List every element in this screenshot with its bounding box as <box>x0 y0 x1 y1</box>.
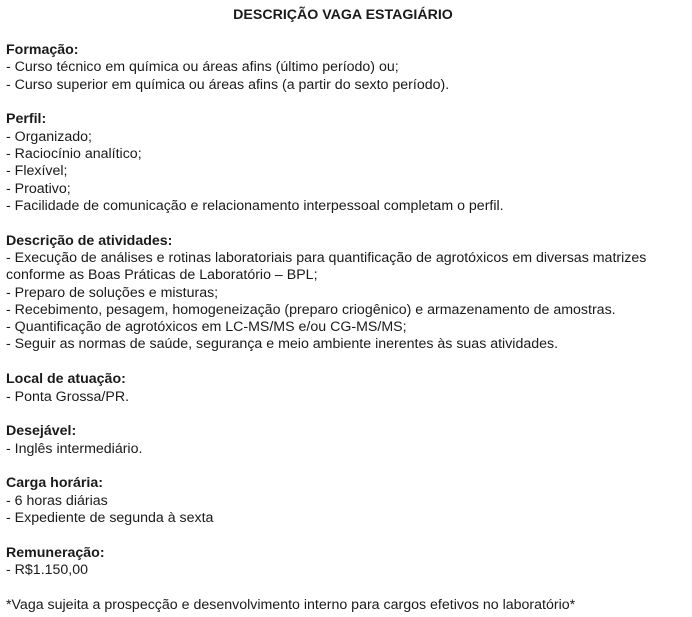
list-item: - Recebimento, pesagem, homogeneização (preparo criogênico) e armazenamento de amostras. <box>6 301 616 318</box>
job-description-document <box>6 7 688 614</box>
section-heading: Descrição de atividades: <box>6 232 173 249</box>
list-item: - Curso técnico em química ou áreas afins (último período) ou; <box>6 59 399 76</box>
list-item: - Organizado; <box>6 128 92 145</box>
footnote: *Vaga sujeita a prospecção e desenvolvimento interno para cargos efetivos no laboratório* <box>6 596 576 613</box>
list-item: - Seguir as normas de saúde, segurança e meio ambiente inerentes às suas atividades. <box>6 336 559 353</box>
list-item: - Execução de análises e rotinas laboratoriais para quantificação de agrotóxicos em diversas matrizes <box>6 249 647 266</box>
list-item: - Facilidade de comunicação e relacionamento interpessoal completam o perfil. <box>6 197 504 214</box>
section-remuneracao <box>6 545 688 580</box>
list-item: - R$1.150,00 <box>6 562 89 579</box>
section-descricao-atividades <box>6 233 688 354</box>
list-item: - Flexível; <box>6 163 68 180</box>
section-desejavel <box>6 423 688 458</box>
section-heading: Formação: <box>6 42 79 58</box>
section-heading: Remuneração: <box>6 544 105 561</box>
list-item: - Quantificação de agrotóxicos em LC-MS/MS e/ou CG-MS/MS; <box>6 319 407 336</box>
section-heading: Perfil: <box>6 111 47 128</box>
section-formacao <box>6 42 688 94</box>
section-perfil <box>6 111 688 215</box>
list-item-continuation: conforme as Boas Práticas de Laboratório – BPL; <box>6 267 318 284</box>
list-item: - Inglês intermediário. <box>6 440 143 457</box>
list-item: - 6 horas diárias <box>6 492 108 509</box>
document-title: DESCRIÇÃO VAGA ESTAGIÁRIO <box>233 7 453 23</box>
list-item: - Expediente de segunda à sexta <box>6 510 214 527</box>
section-heading: Carga horária: <box>6 475 103 492</box>
section-heading: Desejável: <box>6 423 77 440</box>
list-item: - Curso superior em química ou áreas afins (a partir do sexto período). <box>6 76 450 93</box>
list-item: - Ponta Grossa/PR. <box>6 388 130 405</box>
section-heading: Local de atuação: <box>6 371 126 388</box>
list-item: - Proativo; <box>6 180 71 197</box>
list-item: - Raciocínio analítico; <box>6 145 142 162</box>
section-carga-horaria <box>6 475 688 527</box>
list-item: - Preparo de soluções e misturas; <box>6 284 219 301</box>
section-local-atuacao <box>6 371 688 406</box>
